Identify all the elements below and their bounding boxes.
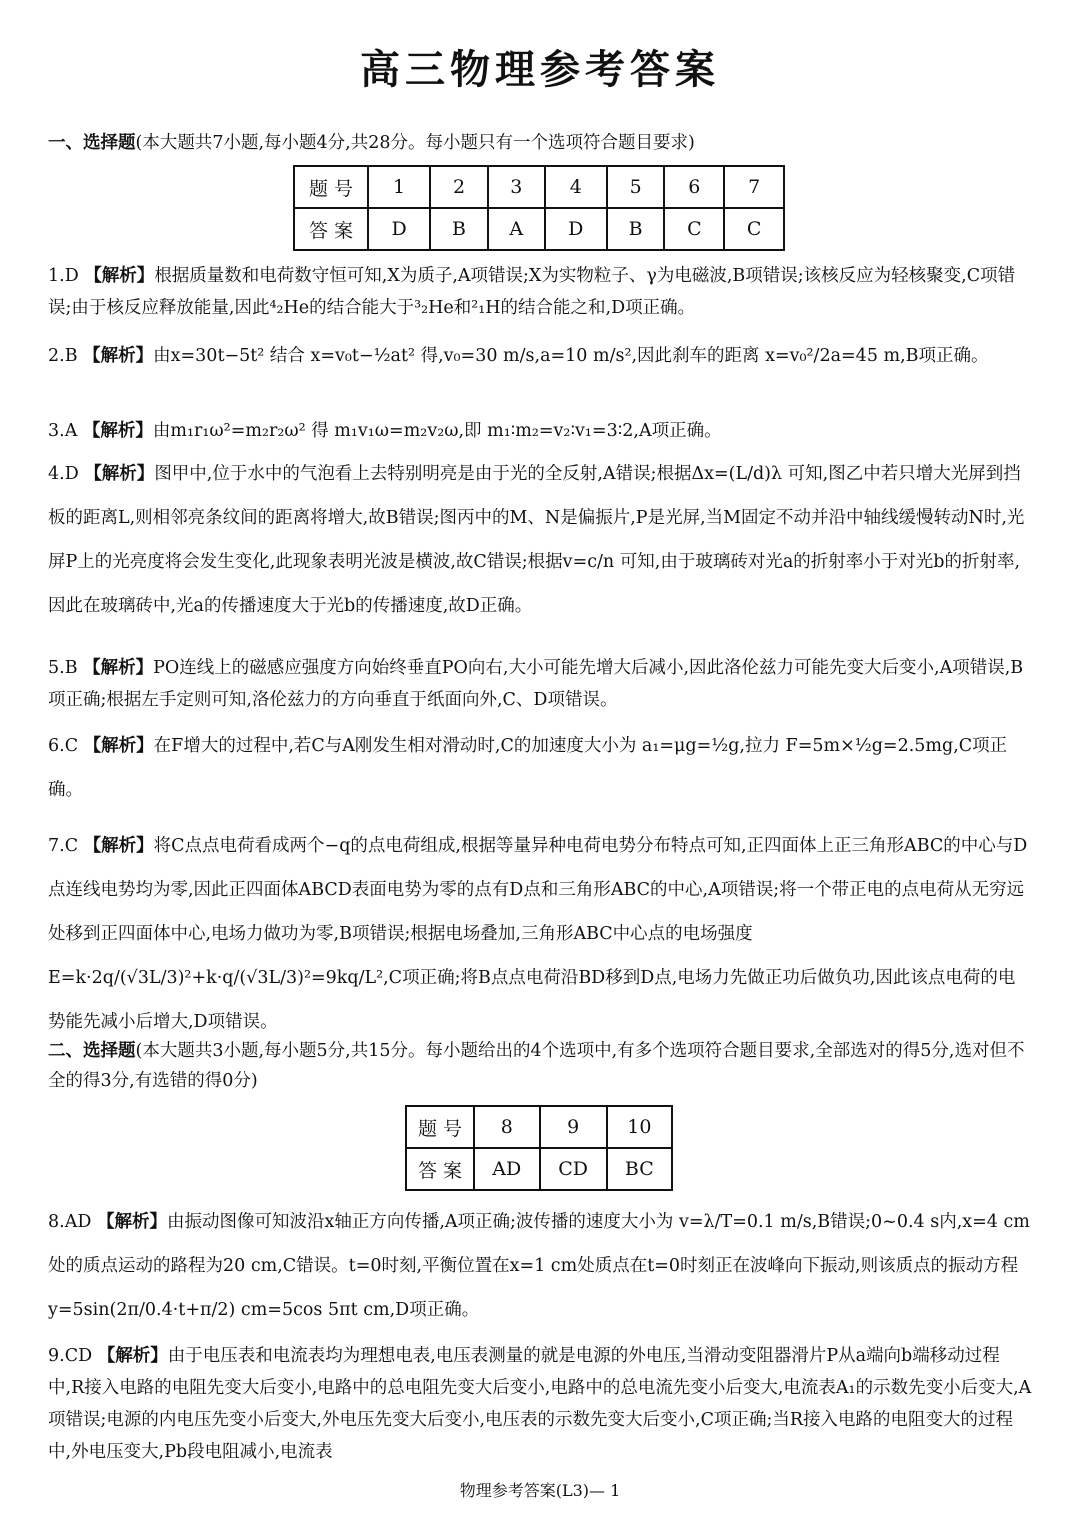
answer-5 — [48, 652, 1032, 716]
answer-table-1 — [293, 165, 785, 251]
answer-cell: B — [430, 208, 488, 250]
answer-cell: C — [664, 208, 724, 250]
answer-id: 6.C — [48, 736, 79, 756]
answer-text: 将C点点电荷看成两个−q的点电荷组成,根据等量异种电荷电势分布特点可知,正四面体上正三角形ABC的中心与D点连线电势均为零,因此正四面体ABCD表面电势为零的点有D点和三角形ABC的中心,A项错误;将一个带正电的点电荷从无穷远处移到正四面体中心,电场力做功为零,B项错误;根据电场叠加,三角形ABC中心点的电场强度 E=k·2q/(√3L/3)²+k·q/(√3L/3)²=9kq/L²,C项正确;将B点点电荷沿BD移到D点,电场力先做正功后做负功,因此该点电荷的电势能先减小后增大,D项错误。 — [48, 836, 1028, 1032]
analysis-label: 【解析】 — [82, 421, 153, 441]
answer-7 — [48, 824, 1032, 1044]
answer-text: 由x=30t−5t² 结合 x=v₀t−½at² 得,v₀=30 m/s,a=10 m/s²,因此刹车的距离 x=v₀²/2a=45 m,B项正确。 — [153, 346, 989, 366]
answer-cell: D — [545, 208, 607, 250]
answer-text: 在F增大的过程中,若C与A刚发生相对滑动时,C的加速度大小为 a₁=μg=½g,拉力 F=5m×½g=2.5mg,C项正确。 — [48, 736, 1008, 800]
answer-id: 1.D — [48, 266, 79, 286]
question-number: 3 — [488, 166, 545, 208]
table-row — [294, 166, 784, 208]
answer-cell: B — [607, 208, 665, 250]
analysis-label: 【解析】 — [84, 266, 155, 286]
answer-2 — [48, 334, 1032, 378]
answer-cell: CD — [540, 1148, 607, 1190]
answer-text: 由振动图像可知波沿x轴正方向传播,A项正确;波传播的速度大小为 v=λ/T=0.1 m/s,B错误;0~0.4 s内,x=4 cm处的质点运动的路程为20 cm,C错误。t=0时刻,平衡位置在x=1 cm处质点在t=0时刻正在波峰向下振动,则该质点的振动方程 y=5sin(2π/0.4·t+π/2) cm=5cos 5πt cm,D项正确。 — [48, 1212, 1030, 1320]
question-number: 4 — [545, 166, 607, 208]
answer-id: 2.B — [48, 346, 78, 366]
analysis-label: 【解析】 — [83, 658, 154, 678]
row-label: 答 案 — [294, 208, 368, 250]
page-title: 高三物理参考答案 — [360, 47, 720, 93]
question-number: 2 — [430, 166, 488, 208]
analysis-label: 【解析】 — [83, 736, 154, 756]
table-row — [406, 1106, 672, 1148]
section-2-desc: (本大题共3小题,每小题5分,共15分。每小题给出的4个选项中,有多个选项符合题目要求,全部选对的得5分,选对但不全的得3分,有选错的得0分) — [48, 1041, 1025, 1091]
analysis-label: 【解析】 — [83, 836, 154, 856]
answer-cell: A — [488, 208, 545, 250]
section-1-title: 一、选择题 — [48, 133, 136, 153]
question-number: 6 — [664, 166, 724, 208]
row-label: 题 号 — [406, 1106, 474, 1148]
answer-text: 由m₁r₁ω²=m₂r₂ω² 得 m₁v₁ω=m₂v₂ω,即 m₁∶m₂=v₂∶v₁=3∶2,A项正确。 — [152, 421, 722, 441]
analysis-label: 【解析】 — [97, 1346, 168, 1366]
section-2-heading — [48, 1036, 1032, 1096]
answer-text: PO连线上的磁感应强度方向始终垂直PO向右,大小可能先增大后减小,因此洛伦兹力可能先变大后变小,A项错误,B项正确;根据左手定则可知,洛伦兹力的方向垂直于纸面向外,C、D项错误。 — [48, 658, 1024, 710]
answer-text: 根据质量数和电荷数守恒可知,X为质子,A项错误;X为实物粒子、γ为电磁波,B项错误;该核反应为轻核聚变,C项错误;由于核反应释放能量,因此⁴₂He的结合能大于³₂He和²₁H的结合能之和,D项正确。 — [48, 266, 1016, 318]
answer-table-2 — [405, 1105, 673, 1191]
answer-cell: BC — [607, 1148, 672, 1190]
analysis-label: 【解析】 — [84, 464, 155, 484]
answer-cell: C — [724, 208, 784, 250]
answer-8 — [48, 1200, 1032, 1332]
row-label: 题 号 — [294, 166, 368, 208]
table-row — [406, 1148, 672, 1190]
answer-cell: AD — [474, 1148, 540, 1190]
question-number: 9 — [540, 1106, 607, 1148]
answer-id: 7.C — [48, 836, 79, 856]
answer-id: 9.CD — [48, 1346, 93, 1366]
answer-6 — [48, 724, 1032, 812]
answer-id: 3.A — [48, 421, 78, 441]
answer-1 — [48, 260, 1032, 324]
analysis-label: 【解析】 — [83, 346, 154, 366]
table-row — [294, 208, 784, 250]
question-number: 1 — [368, 166, 430, 208]
section-2-title: 二、选择题 — [48, 1041, 136, 1061]
page-footer: 物理参考答案(L3)— 1 — [459, 1481, 621, 1500]
answer-id: 8.AD — [48, 1212, 92, 1232]
answer-text: 图甲中,位于水中的气泡看上去特别明亮是由于光的全反射,A错误;根据Δx=(L/d)λ 可知,图乙中若只增大光屏到挡板的距离L,则相邻亮条纹间的距离将增大,故B错误;图丙中的M、N是偏振片,P是光屏,当M固定不动并沿中轴线缓慢转动N时,光屏P上的光亮度将会发生变化,此现象表明光波是横波,故C错误;根据v=c/n 可知,由于玻璃砖对光a的折射率小于对光b的折射率,因此在玻璃砖中,光a的传播速度大于光b的传播速度,故D正确。 — [48, 464, 1025, 616]
analysis-label: 【解析】 — [96, 1212, 167, 1232]
answer-4 — [48, 452, 1032, 628]
answer-9 — [48, 1340, 1032, 1468]
question-number: 8 — [474, 1106, 540, 1148]
question-number: 5 — [607, 166, 665, 208]
answer-id: 5.B — [48, 658, 78, 678]
answer-id: 4.D — [48, 464, 79, 484]
question-number: 10 — [607, 1106, 672, 1148]
section-1-desc: (本大题共7小题,每小题4分,共28分。每小题只有一个选项符合题目要求) — [135, 133, 695, 153]
answer-cell: D — [368, 208, 430, 250]
answer-3 — [48, 415, 1032, 447]
question-number: 7 — [724, 166, 784, 208]
answer-text: 由于电压表和电流表均为理想电表,电压表测量的就是电源的外电压,当滑动变阻器滑片P从a端向b端移动过程中,R接入电路的电阻先变大后变小,电路中的总电阻先变大后变小,电路中的总电流先变小后变大,电流表A₁的示数先变小后变大,A项错误;电源的内电压先变小后变大,外电压先变大后变小,电压表的示数先变大后变小,C项正确;当R接入电路的电阻变大的过程中,外电压变大,Pb段电阻减小,电流表 — [48, 1346, 1032, 1462]
section-1-heading — [48, 128, 1032, 158]
row-label: 答 案 — [406, 1148, 474, 1190]
